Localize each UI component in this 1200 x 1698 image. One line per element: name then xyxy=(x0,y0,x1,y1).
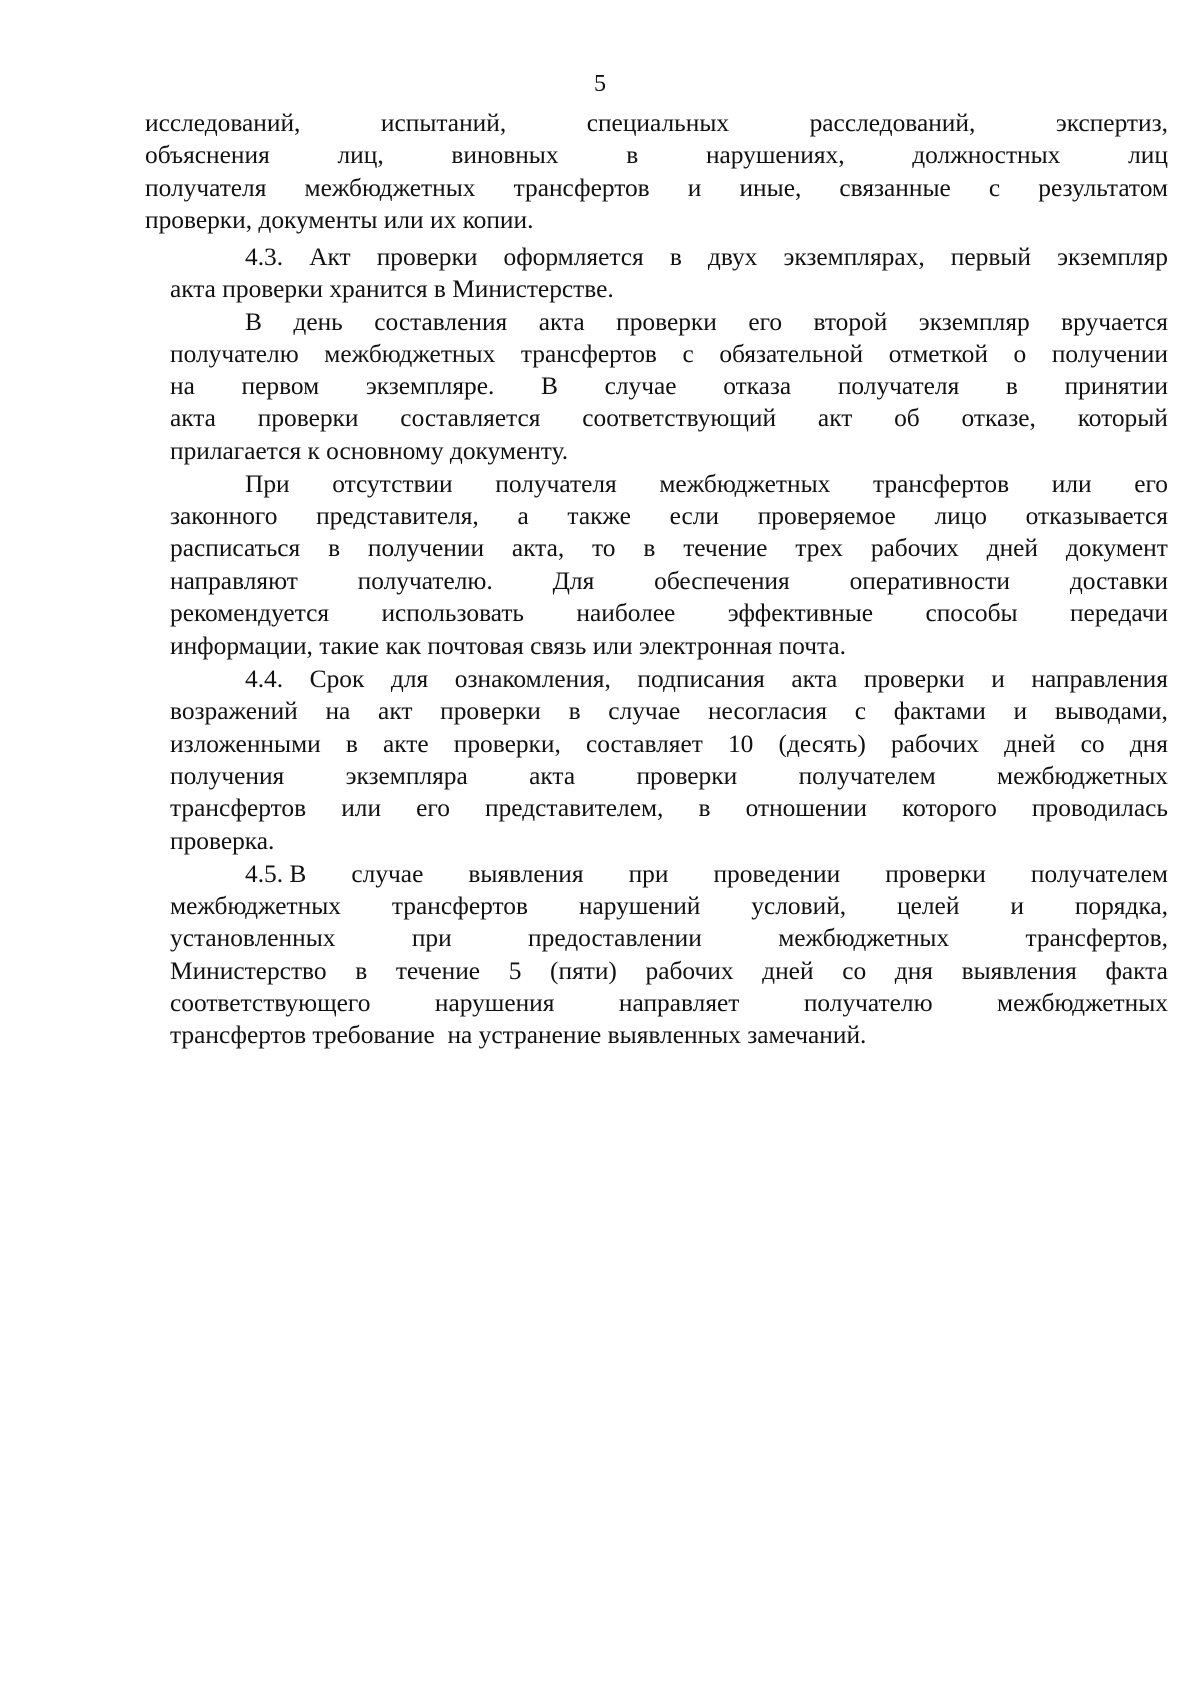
word: целей xyxy=(897,892,960,920)
word: который xyxy=(1077,404,1168,432)
word: представителем, xyxy=(485,794,664,822)
text-line xyxy=(145,107,1168,139)
word: в xyxy=(626,141,639,169)
word: акт xyxy=(817,404,853,432)
word: трансфертов xyxy=(391,892,528,920)
word: то xyxy=(592,534,616,562)
word: наиболее xyxy=(576,599,676,627)
word: отметкой xyxy=(888,340,988,368)
word: экземплярах, xyxy=(783,243,925,271)
word: получателем xyxy=(1030,860,1168,888)
word: проверки xyxy=(885,860,986,888)
word: получателя xyxy=(495,470,617,498)
word: отказа xyxy=(723,372,792,400)
word: соответствующий xyxy=(582,404,777,432)
word: объяснения xyxy=(145,141,270,169)
word: рекомендуется xyxy=(170,599,330,627)
word: оперативности xyxy=(849,567,1010,595)
word: экземпляр xyxy=(1057,243,1168,271)
word: расписаться xyxy=(170,534,301,562)
word: с xyxy=(988,174,1001,202)
word: трех xyxy=(795,534,843,562)
word: должностных xyxy=(912,141,1061,169)
word: факта xyxy=(1105,957,1168,985)
word: трансфертов xyxy=(520,340,657,368)
word: дней xyxy=(986,534,1039,562)
word: в xyxy=(355,957,368,985)
word: фактами xyxy=(893,697,986,725)
text-line xyxy=(170,500,1168,532)
word: несогласия xyxy=(707,697,828,725)
word: нарушения xyxy=(434,989,555,1017)
word: получении xyxy=(367,534,485,562)
word: получателя xyxy=(145,174,267,202)
word: на xyxy=(170,372,195,400)
text-line xyxy=(245,468,1168,500)
word: испытаний, xyxy=(380,109,507,137)
word: со xyxy=(842,957,867,985)
word: течение xyxy=(395,957,481,985)
word: обязательной xyxy=(719,340,864,368)
word: связанные xyxy=(839,174,951,202)
text-line xyxy=(170,890,1168,922)
word: отношении xyxy=(745,794,867,822)
word: на xyxy=(325,697,351,725)
word: При xyxy=(245,470,290,498)
word: изложенными xyxy=(170,730,321,758)
word: порядка, xyxy=(1074,892,1168,920)
word: рабочих xyxy=(870,534,959,562)
word: дня xyxy=(1129,730,1168,758)
word: составляет xyxy=(585,730,703,758)
word: 4.4. xyxy=(245,665,284,693)
word: использовать xyxy=(381,599,525,627)
word: и xyxy=(1013,697,1028,725)
word: при xyxy=(411,924,452,952)
word: (десять) xyxy=(778,730,866,758)
word: (пяти) xyxy=(550,957,617,985)
word: экземпляр xyxy=(918,308,1030,336)
word: его xyxy=(416,794,450,822)
word: 4.5. В xyxy=(245,860,307,888)
word: межбюджетных xyxy=(324,340,496,368)
text-line xyxy=(170,728,1168,760)
word: акта xyxy=(791,665,838,693)
word: результатом xyxy=(1038,174,1168,202)
word: в xyxy=(669,243,682,271)
word: акта xyxy=(170,404,216,432)
word: в xyxy=(643,534,656,562)
word: акте xyxy=(382,730,429,758)
word: получателю xyxy=(170,340,299,368)
word: соответствующего xyxy=(170,989,371,1017)
word: трансфертов, xyxy=(1025,924,1168,952)
word: выводами, xyxy=(1054,697,1168,725)
word: условий, xyxy=(751,892,847,920)
word: об xyxy=(894,404,920,432)
word: установленных xyxy=(170,924,336,952)
word: предоставлении xyxy=(528,924,702,952)
text-line: прилагается к основному документу. xyxy=(170,437,569,465)
word: с xyxy=(682,340,694,368)
word: трансфертов xyxy=(513,174,650,202)
word: получателя xyxy=(837,372,960,400)
word: специальных xyxy=(586,109,730,137)
word: отказывается xyxy=(1025,502,1168,530)
word: возражений xyxy=(170,697,298,725)
word: подписания xyxy=(637,665,765,693)
text-line xyxy=(245,306,1168,338)
word: выявления xyxy=(468,860,584,888)
word: в xyxy=(345,730,358,758)
word: 10 xyxy=(727,730,754,758)
word: проверки xyxy=(257,404,359,432)
word: исследований, xyxy=(145,109,301,137)
word: акта xyxy=(538,308,585,336)
word: эффективные xyxy=(727,599,874,627)
word: расследований, xyxy=(809,109,976,137)
text-line xyxy=(145,139,1168,171)
word: рабочих xyxy=(645,957,734,985)
word: в xyxy=(1005,372,1018,400)
text-line: проверка. xyxy=(170,827,275,855)
word: и xyxy=(991,665,1005,693)
word: получения xyxy=(170,762,285,790)
text-line xyxy=(170,402,1168,434)
text-line xyxy=(170,338,1168,370)
word: передачи xyxy=(1069,599,1168,627)
word: также xyxy=(567,502,631,530)
text-line xyxy=(170,370,1168,402)
word: составляется xyxy=(400,404,541,432)
text-line: информации, такие как почтовая связь или электронная почта. xyxy=(170,632,846,660)
word: в xyxy=(568,697,581,725)
word: дня xyxy=(894,957,933,985)
word: представителя, xyxy=(316,502,479,530)
word: выявления xyxy=(961,957,1077,985)
word: его xyxy=(1134,470,1168,498)
word: первом xyxy=(241,372,320,400)
word: межбюджетных xyxy=(778,924,950,952)
word: о xyxy=(1013,340,1027,368)
text-line xyxy=(145,172,1168,204)
text-line xyxy=(170,695,1168,727)
word: Для xyxy=(552,567,595,595)
word: акта, xyxy=(511,534,565,562)
word: законного xyxy=(170,502,278,530)
word: проводилась xyxy=(1031,794,1168,822)
text-line xyxy=(170,532,1168,564)
word: виновных xyxy=(451,141,559,169)
word: получателю. xyxy=(357,567,493,595)
word: день xyxy=(293,308,343,336)
text-line xyxy=(170,792,1168,824)
word: экземпляре. xyxy=(365,372,495,400)
text-line xyxy=(245,241,1168,273)
word: проверяемое xyxy=(757,502,896,530)
word: оформляется xyxy=(503,243,644,271)
word: направляет xyxy=(618,989,740,1017)
word: дней xyxy=(1004,730,1056,758)
word: лиц, xyxy=(337,141,384,169)
word: 4.3. xyxy=(245,243,284,271)
word: течение xyxy=(683,534,768,562)
word: иные, xyxy=(739,174,802,202)
word: нарушениях, xyxy=(705,141,845,169)
word: способы xyxy=(925,599,1018,627)
word: принятии xyxy=(1064,372,1168,400)
word: обеспечения xyxy=(654,567,790,595)
word: проверки xyxy=(636,762,738,790)
word: В xyxy=(541,372,558,400)
word: или xyxy=(341,794,382,822)
word: доставки xyxy=(1069,567,1168,595)
word: направления xyxy=(1031,665,1168,693)
word: проведении xyxy=(713,860,841,888)
word: и xyxy=(1010,892,1024,920)
text-line xyxy=(245,663,1168,695)
text-line: проверки, документы или их копии. xyxy=(145,206,534,234)
word: 5 xyxy=(508,957,522,985)
word: в xyxy=(328,534,341,562)
text-line: акта проверки хранится в Министерстве. xyxy=(170,275,614,303)
word: экземпляра xyxy=(345,762,468,790)
word: вручается xyxy=(1061,308,1168,336)
word: Акт xyxy=(309,243,351,271)
word: составления xyxy=(374,308,508,336)
word: направляют xyxy=(170,567,298,595)
word: отказе, xyxy=(961,404,1036,432)
word: с xyxy=(854,697,867,725)
word: второй xyxy=(813,308,888,336)
word: для xyxy=(390,665,429,693)
word: В xyxy=(245,308,262,336)
text-line xyxy=(170,987,1168,1019)
word: проверки xyxy=(863,665,965,693)
word: двух xyxy=(707,243,758,271)
text-line xyxy=(170,955,1168,987)
word: если xyxy=(669,502,720,530)
word: со xyxy=(1080,730,1105,758)
word: дней xyxy=(762,957,814,985)
word: ознакомления, xyxy=(454,665,611,693)
word: отсутствии xyxy=(332,470,453,498)
word: случае xyxy=(608,697,681,725)
word: Министерство xyxy=(170,957,327,985)
text-line xyxy=(170,597,1168,629)
word: документ xyxy=(1065,534,1168,562)
word: акт xyxy=(378,697,413,725)
word: акта xyxy=(529,762,576,790)
word: получателю xyxy=(803,989,933,1017)
word: случае xyxy=(604,372,677,400)
word: межбюджетных xyxy=(304,174,476,202)
word: трансфертов xyxy=(873,470,1010,498)
word: первый xyxy=(950,243,1031,271)
word: проверки xyxy=(440,697,541,725)
word: лицо xyxy=(934,502,987,530)
word: рабочих xyxy=(890,730,979,758)
word: которого xyxy=(902,794,997,822)
word: межбюджетных xyxy=(659,470,831,498)
word: проверки, xyxy=(453,730,561,758)
text-line: трансфертов требование на устранение выявленных замечаний. xyxy=(170,1021,867,1049)
word: лиц xyxy=(1128,141,1168,169)
word: нарушений xyxy=(578,892,701,920)
text-line xyxy=(245,858,1168,890)
text-line xyxy=(170,565,1168,597)
word: или xyxy=(1051,470,1092,498)
word: Срок xyxy=(309,665,365,693)
word: и xyxy=(687,174,702,202)
text-line xyxy=(170,760,1168,792)
word: его xyxy=(748,308,783,336)
word: а xyxy=(517,502,529,530)
word: межбюджетных xyxy=(997,989,1168,1017)
page-number: 5 xyxy=(594,71,606,97)
word: получении xyxy=(1051,340,1168,368)
word: при xyxy=(628,860,669,888)
word: получателем xyxy=(798,762,936,790)
word: проверки xyxy=(376,243,478,271)
word: проверки xyxy=(616,308,717,336)
word: случае xyxy=(351,860,424,888)
word: экспертиз, xyxy=(1055,109,1168,137)
text-line xyxy=(170,922,1168,954)
word: в xyxy=(698,794,711,822)
word: межбюджетных xyxy=(170,892,341,920)
word: межбюджетных xyxy=(997,762,1168,790)
word: трансфертов xyxy=(170,794,307,822)
